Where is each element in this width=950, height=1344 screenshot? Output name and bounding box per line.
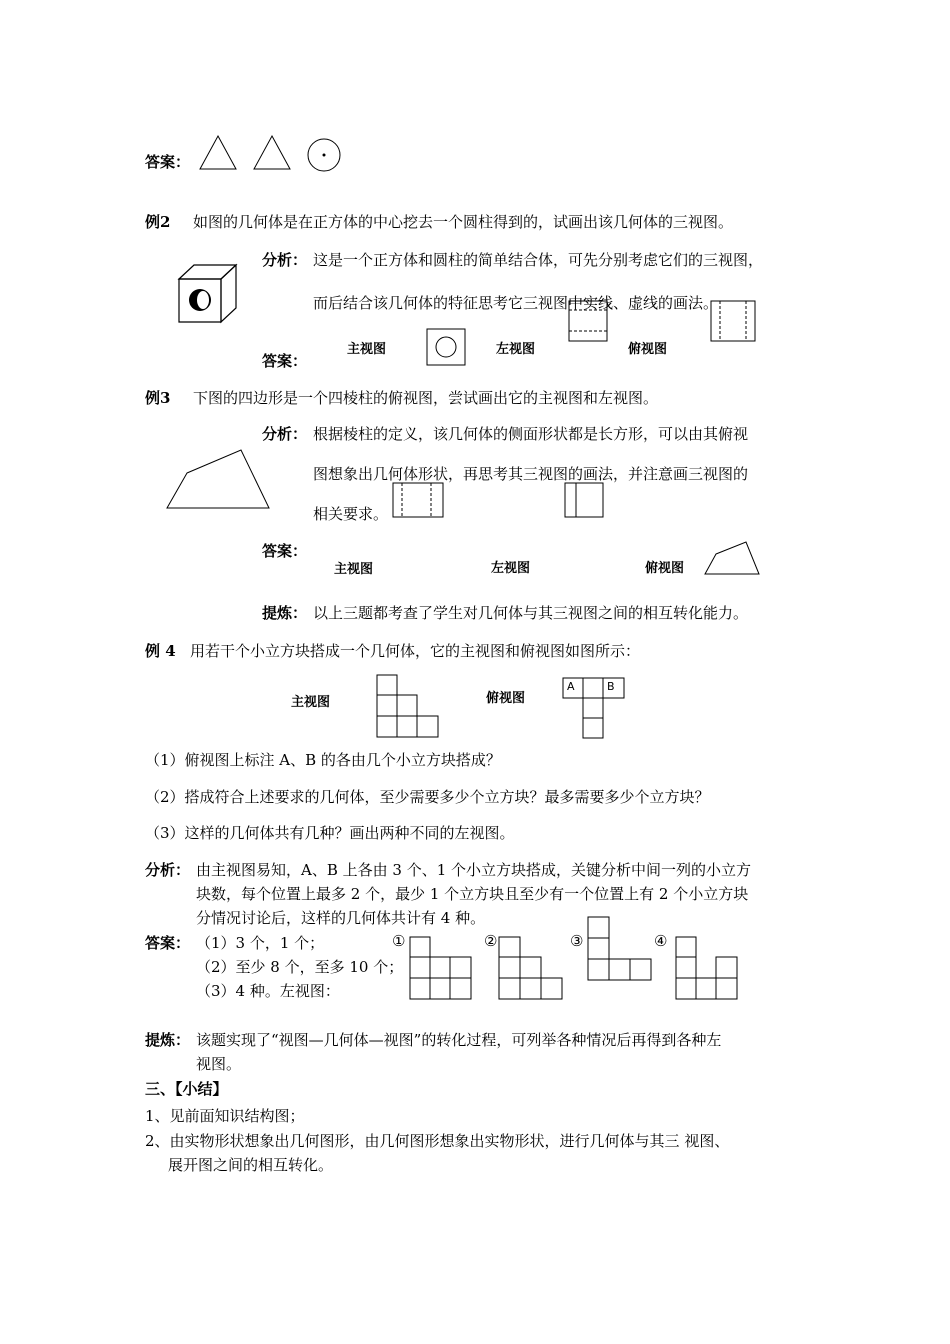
section3-item1: 1、见前面知识结构图； [145,1107,305,1125]
ex4-front-view-label: 主视图 [291,695,331,710]
ex4-option-1-grid [409,936,473,1000]
ex4-front-view-grid [376,674,440,738]
ex4-analysis-line2: 块数，每个位置上最多 2 个，最少 1 个立方块且至少有一个位置上有 2 个小立方块 [196,885,749,903]
section3-title: 三、【小结】 [145,1080,228,1098]
ex2-analysis-label: 分析： [262,251,308,269]
ex4-label: 例 4 [145,642,176,660]
ex2-front-view-label: 主视图 [347,342,387,357]
ex3-label: 例3 [145,389,171,407]
ex3-analysis-line1: 根据棱柱的定义，该几何体的侧面形状都是长方形，可以由其俯视 [313,425,749,443]
ex4-summary-line1: 该题实现了“视图—几何体—视图”的转化过程，可列举各种情况后再得到各种左 [196,1031,722,1049]
ex2-question: 如图的几何体是在正方体的中心挖去一个圆柱得到的，试画出该几何体的三视图。 [193,213,734,231]
ex4-option-1-number: ① [392,932,406,950]
ex3-left-view-figure [564,482,604,518]
ex3-summary-label: 提炼： [262,604,308,622]
section3-item2-line1: 2、由实物形状想象出几何图形，由几何图形想象出实物形状，进行几何体与其三 视图、 [145,1132,730,1150]
ex2-answer-label: 答案： [262,352,308,370]
ex4-answer-2: （2）至少 8 个，至多 10 个； [196,958,404,976]
ex2-top-view-figure [710,300,756,342]
ex3-quadrilateral-figure [165,448,271,510]
ex4-analysis-line1: 由主视图易知，A、B 上各由 3 个、1 个小立方块搭成，关键分析中间一列的小立方 [196,861,752,879]
ex3-front-view-figure [392,482,444,518]
ex2-front-view-figure [426,328,466,366]
ex3-analysis-label: 分析： [262,425,308,443]
ex4-cell-b-label: B [607,680,615,693]
ex4-analysis-line3: 分情况讨论后，这样的几何体共计有 4 种。 [196,909,486,927]
ex3-top-view-label: 俯视图 [645,561,685,576]
ex4-q1: （1）俯视图上标注 A、B 的各由几个小立方块搭成？ [145,751,501,769]
ex4-option-2-grid [498,936,564,1000]
ex4-q2: （2）搭成符合上述要求的几何体，至少需要多少个立方块？最多需要多少个立方块？ [145,788,710,806]
ex4-analysis-label: 分析： [145,861,191,879]
ex3-analysis-line2: 图想象出几何体形状，再思考其三视图的画法，并注意画三视图的 [313,465,749,483]
ex4-option-3-grid [587,916,653,982]
ex3-question: 下图的四边形是一个四棱柱的俯视图，尝试画出它的主视图和左视图。 [193,389,659,407]
ex4-top-view-label: 俯视图 [486,691,526,706]
ex2-analysis-line1: 这是一个正方体和圆柱的简单结合体，可先分别考虑它们的三视图， [313,251,764,269]
ex4-answer-3: （3）4 种。左视图： [196,982,340,1000]
ex4-answer-label: 答案： [145,934,191,952]
ex4-option-4-number: ④ [654,932,668,950]
ex2-cube-figure [176,262,240,324]
ex2-left-view-figure [568,300,608,342]
ex4-summary-line2: 视图。 [196,1055,242,1073]
ex2-left-view-label: 左视图 [496,342,536,357]
ex4-summary-label: 提炼： [145,1031,191,1049]
ex4-cell-a-label: A [567,680,575,693]
ex3-analysis-line3: 相关要求。 [313,505,389,523]
ex2-label: 例2 [145,213,171,231]
answer-label-top: 答案： [145,153,191,171]
ex4-option-2-number: ② [484,932,498,950]
ex3-answer-label: 答案： [262,542,308,560]
section3-item2-line2: 展开图之间的相互转化。 [168,1156,334,1174]
ex3-top-view-figure [704,540,760,576]
ex4-option-3-number: ③ [570,932,584,950]
ex2-top-view-label: 俯视图 [628,342,668,357]
ex2-analysis-line2: 而后结合该几何体的特征思考它三视图中实线、虚线的画法。 [313,294,719,312]
ex4-question: 用若干个小立方块搭成一个几何体，它的主视图和俯视图如图所示： [190,642,641,660]
ex4-q3: （3）这样的几何体共有几种？画出两种不同的左视图。 [145,824,515,842]
ex4-option-4-grid [675,936,739,1000]
ex3-summary: 以上三题都考查了学生对几何体与其三视图之间的相互转化能力。 [313,604,749,622]
ex4-answer-1: （1）3 个，1 个； [196,934,325,952]
ex3-left-view-label: 左视图 [491,561,531,576]
answer-shapes-top [198,133,348,173]
ex3-front-view-label: 主视图 [334,562,374,577]
